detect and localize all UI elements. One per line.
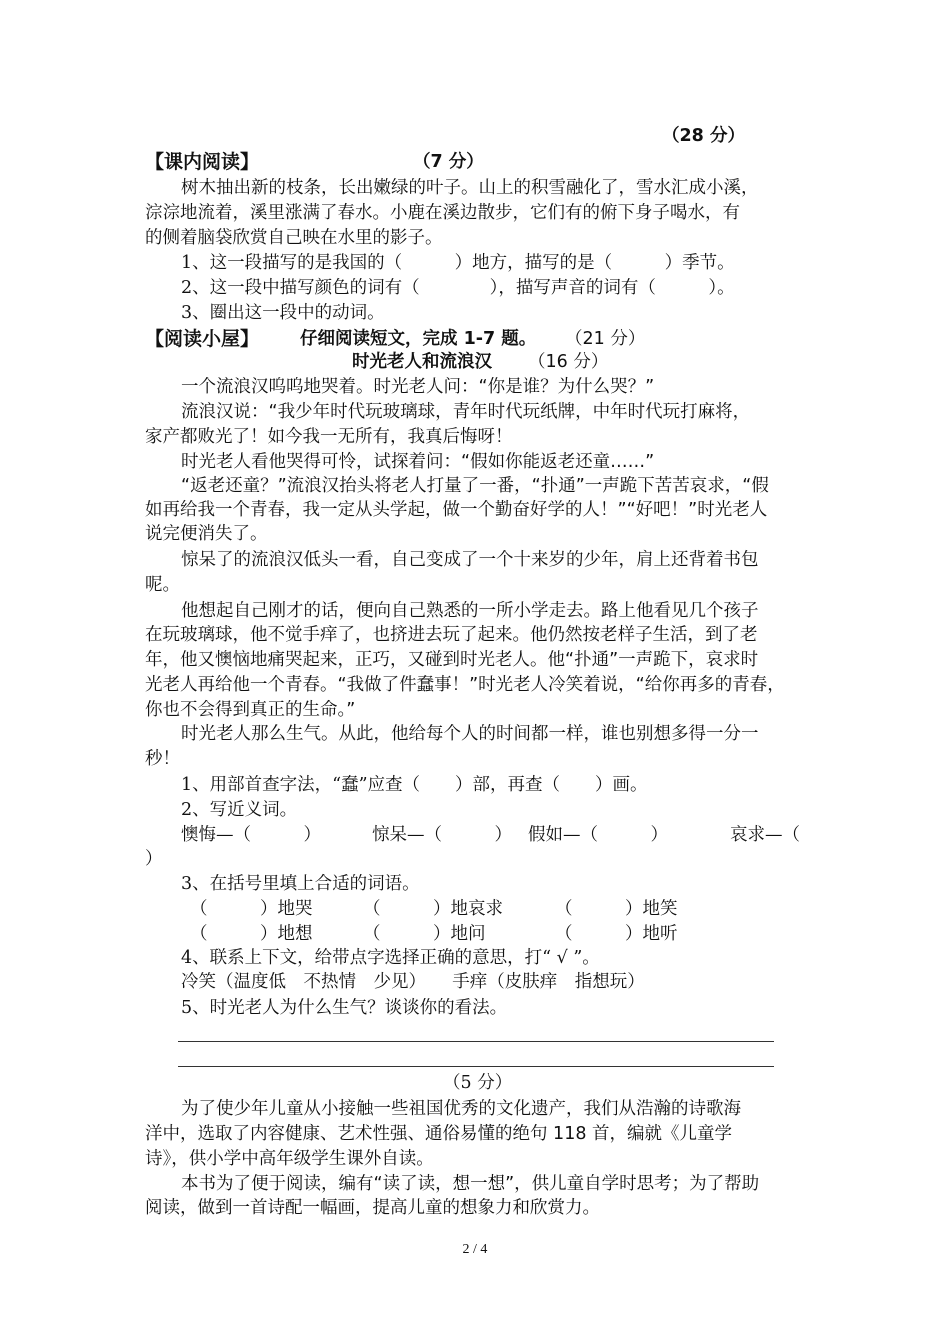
answer-line — [178, 1041, 774, 1042]
synonym-wrap: ） — [145, 849, 163, 869]
section1-question-1: 1、这一段描写的是我国的（ ）地方，描写的是（ ）季节。 — [181, 253, 735, 273]
story-line: 如再给我一个青春，我一定从头学起，做一个勤奋好学的人！”“好吧！”时光老人 — [145, 500, 768, 520]
story-line: 流浪汉说：“我少年时代玩玻璃球，青年时代玩纸牌，中年时代玩打麻将， — [181, 402, 751, 422]
question-4-options: 冷笑（温度低 不热情 少见） 手痒（皮肤痒 指想玩） — [181, 972, 645, 992]
story-line: 呢。 — [145, 575, 180, 595]
section2-title: 【阅读小屋】 — [145, 328, 260, 350]
story-line: 一个流浪汉呜呜地哭着。时光老人问：“你是谁？为什么哭？” — [181, 377, 655, 397]
synonym-item: 惊呆—（ ） — [372, 825, 512, 845]
page-number: 2 / 4 — [462, 1242, 488, 1257]
fill-word-item: （ ）地哭 — [190, 899, 313, 919]
story-line: 家产都败光了！如今我一无所有，我真后悔呀！ — [145, 427, 513, 447]
story-line: 说完便消失了。 — [145, 524, 268, 544]
section1-score: （7 分） — [413, 152, 484, 172]
fill-word-item: （ ）地问 — [363, 924, 486, 944]
section3-score: （5 分） — [443, 1073, 513, 1093]
total-score: （28 分） — [662, 126, 745, 146]
story-line: 你也不会得到真正的生命。” — [145, 700, 356, 720]
story-title: 时光老人和流浪汉 — [352, 352, 492, 372]
section3-passage-line: 为了使少年儿童从小接触一些祖国优秀的文化遗产，我们从浩瀚的诗歌海 — [181, 1099, 741, 1119]
story-line: 时光老人看他哭得可怜，试探着问：“假如你能返老还童……” — [181, 452, 655, 472]
fill-word-item: （ ）地想 — [190, 924, 313, 944]
story-line: 在玩玻璃球，他不觉手痒了，也挤进去玩了起来。他仍然按老样子生活，到了老 — [145, 625, 758, 645]
question-5: 5、时光老人为什么生气？谈谈你的看法。 — [181, 998, 508, 1018]
story-line: 他想起自己刚才的话，便向自己熟悉的一所小学走去。路上他看见几个孩子 — [181, 601, 759, 621]
story-line: “返老还童？”流浪汉抬头将老人打量了一番，“扑通”一声跪下苦苦哀求，“假 — [181, 476, 769, 496]
question-4: 4、联系上下文，给带点字选择正确的意思，打“ √ ”。 — [181, 948, 600, 968]
synonym-item: 哀求—（ — [730, 825, 800, 845]
story-line: 惊呆了的流浪汉低头一看，自己变成了一个十来岁的少年，肩上还背着书包 — [181, 550, 759, 570]
answer-line — [178, 1066, 774, 1067]
section1-title: 【课内阅读】 — [145, 151, 260, 173]
synonym-item: 假如—（ ） — [528, 825, 668, 845]
fill-word-item: （ ）地哀求 — [363, 899, 503, 919]
section2-instruction: 仔细阅读短文，完成 1-7 题。 — [300, 329, 537, 349]
section1-passage-line: 的侧着脑袋欣赏自己映在水里的影子。 — [145, 228, 443, 248]
section2-score: （21 分） — [565, 329, 646, 349]
synonym-item: 懊悔—（ ） — [181, 825, 321, 845]
story-line: 年，他又懊恼地痛哭起来，正巧，又碰到时光老人。他“扑通”一声跪下，哀求时 — [145, 650, 759, 670]
question-2: 2、写近义词。 — [181, 800, 298, 820]
question-3: 3、在括号里填上合适的词语。 — [181, 874, 420, 894]
story-score: （16 分） — [528, 352, 609, 372]
section1-question-3: 3、圈出这一段中的动词。 — [181, 303, 385, 323]
section3-passage-line: 阅读，做到一首诗配一幅画，提高儿童的想象力和欣赏力。 — [145, 1198, 600, 1218]
section1-passage-line: 树木抽出新的枝条，长出嫩绿的叶子。山上的积雪融化了，雪水汇成小溪， — [181, 178, 759, 198]
section3-passage-line: 本书为了便于阅读，编有“读了读，想一想”，供儿童自学时思考；为了帮助 — [181, 1174, 760, 1194]
question-1: 1、用部首查字法，“蠢”应查（ ）部，再查（ ）画。 — [181, 775, 648, 795]
section1-passage-line: 淙淙地流着，溪里涨满了春水。小鹿在溪边散步，它们有的俯下身子喝水，有 — [145, 203, 740, 223]
section3-passage-line: 洋中，选取了内容健康、艺术性强、通俗易懂的绝句 118 首，编就《儿童学 — [145, 1124, 733, 1144]
section1-question-2: 2、这一段中描写颜色的词有（ ），描写声音的词有（ ）。 — [181, 278, 735, 298]
story-line: 时光老人那么生气。从此，他给每个人的时间都一样，谁也别想多得一分一 — [181, 724, 759, 744]
section3-passage-line: 诗》，供小学中高年级学生课外自读。 — [145, 1149, 434, 1169]
story-line: 秒！ — [145, 749, 180, 769]
fill-word-item: （ ）地听 — [555, 924, 678, 944]
story-line: 光老人再给他一个青春。“我做了件蠢事！”时光老人冷笑着说，“给你再多的青春， — [145, 675, 785, 695]
fill-word-item: （ ）地笑 — [555, 899, 678, 919]
